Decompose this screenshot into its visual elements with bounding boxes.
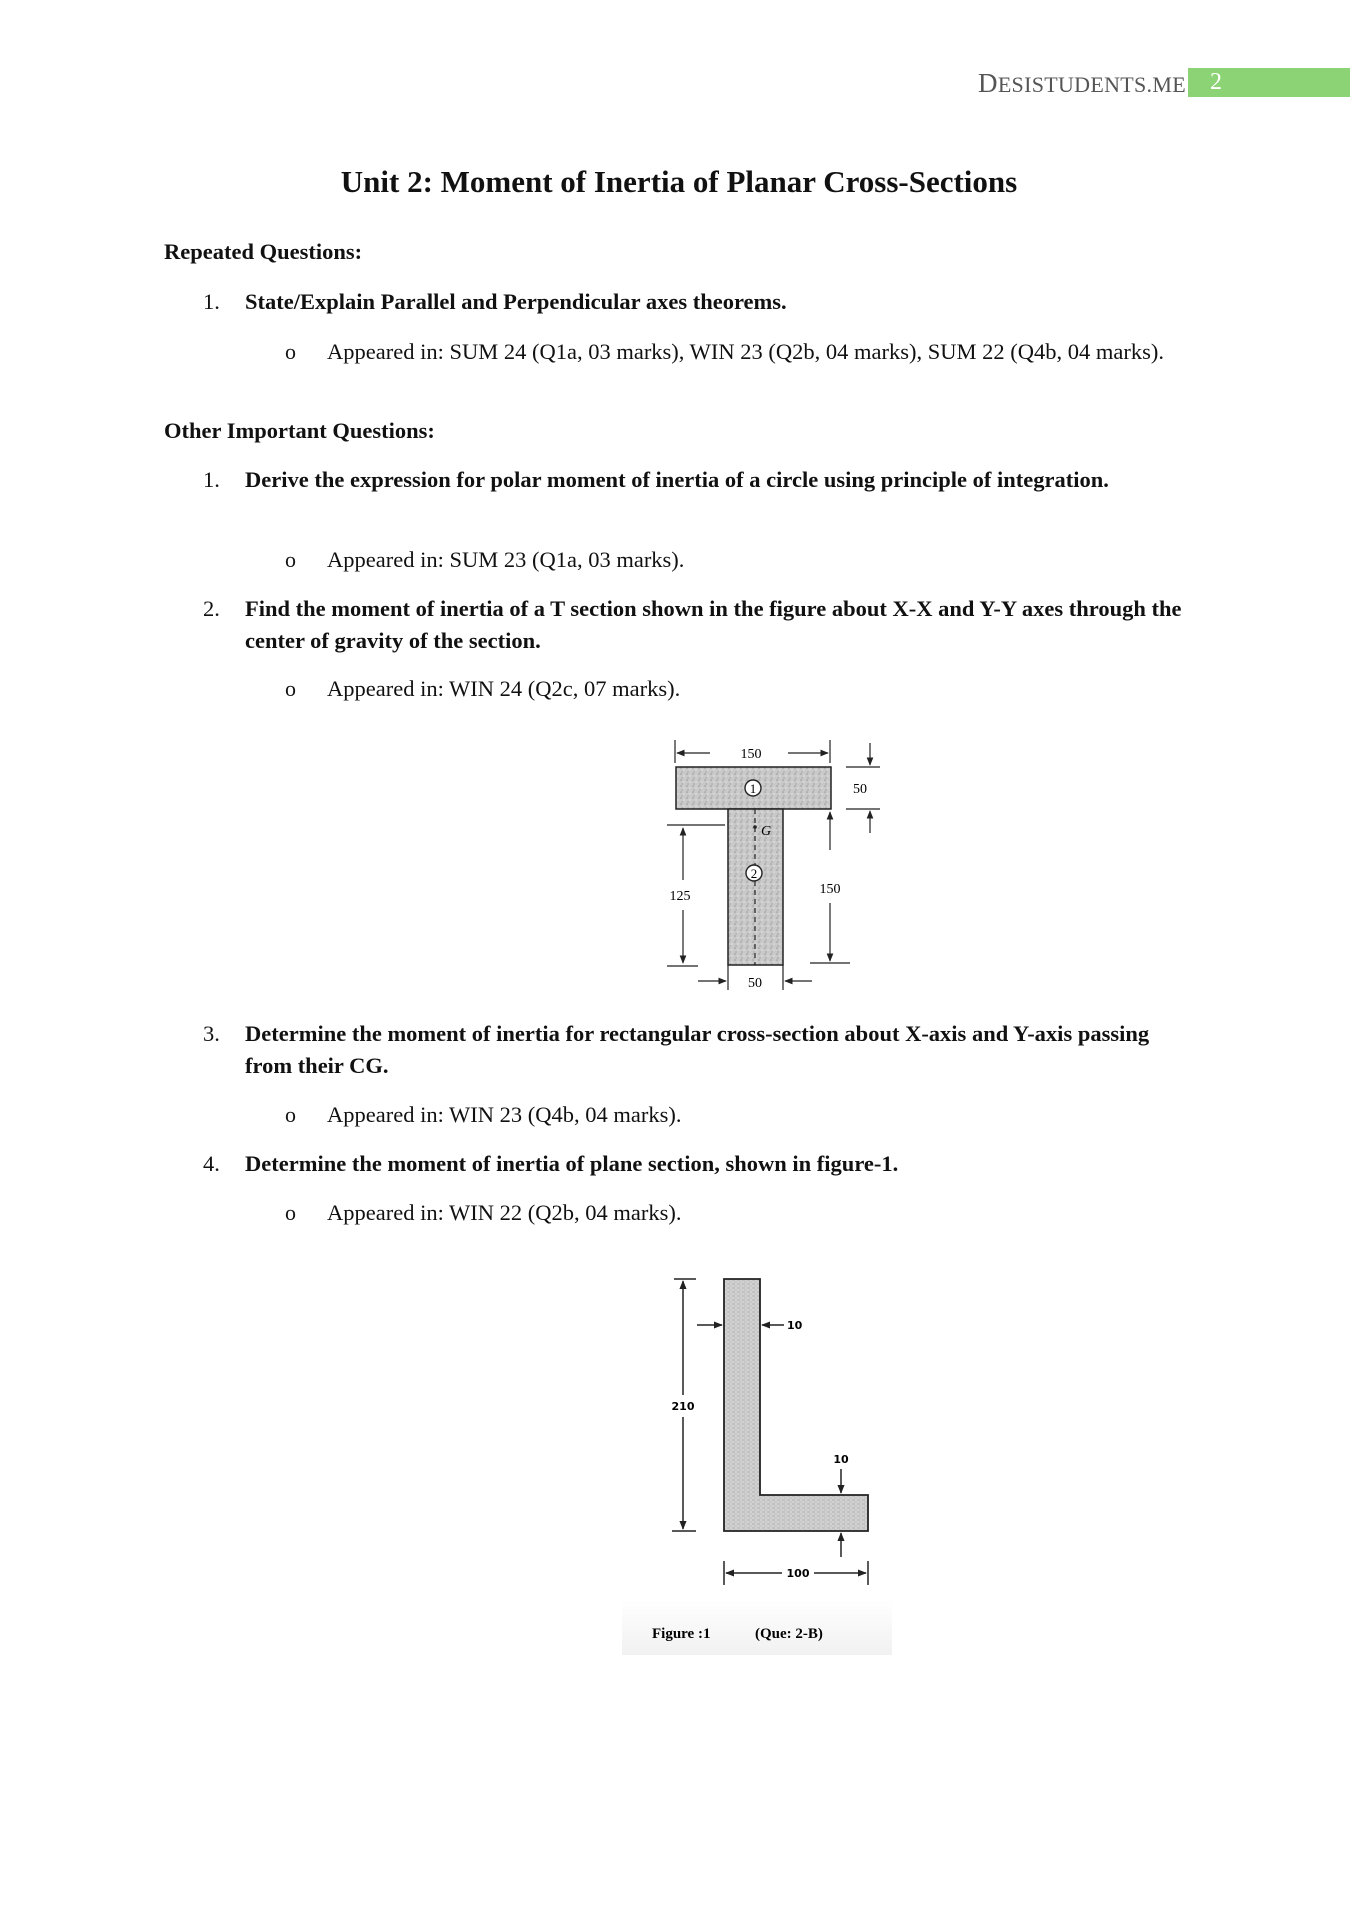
bullet-marker: o	[285, 1102, 296, 1127]
cg-distance-label: 125	[669, 889, 691, 904]
bullet-marker: o	[285, 339, 296, 364]
l-shape	[724, 1279, 868, 1531]
question-text: State/Explain Parallel and Perpendicular axes theorems.	[245, 289, 787, 314]
appeared-in-text: Appeared in: WIN 22 (Q2b, 04 marks).	[327, 1200, 682, 1225]
appeared-in-text: Appeared in: SUM 23 (Q1a, 03 marks).	[327, 547, 685, 572]
flange-width-label: 150	[740, 747, 762, 762]
page-number-box	[1188, 68, 1350, 97]
l-height-label: 210	[671, 1400, 695, 1413]
question-number: 3.	[203, 1021, 220, 1046]
bullet-marker: o	[285, 547, 296, 572]
site-name	[978, 68, 1186, 100]
appeared-in-text: Appeared in: WIN 24 (Q2c, 07 marks).	[327, 676, 681, 701]
question-number: 1.	[203, 289, 220, 314]
figure-caption-label: Figure :1	[652, 1626, 711, 1642]
cg-label: G	[761, 824, 772, 839]
question-number: 2.	[203, 596, 220, 621]
appeared-in-text: Appeared in: SUM 24 (Q1a, 03 marks), WIN 23 (Q2b, 04 marks), SUM 22 (Q4b, 04 marks).	[327, 339, 1164, 364]
bullet-marker: o	[285, 1200, 296, 1225]
question-text: Find the moment of inertia of a T section shown in the figure about X-X and Y-Y axes through the center of gravity of the section.	[245, 596, 1182, 653]
page-title: Unit 2: Moment of Inertia of Planar Cross-Sections	[340, 164, 1018, 199]
question-number: 1.	[203, 467, 220, 492]
t-section-figure	[650, 725, 900, 1000]
question-text: Determine the moment of inertia of plane section, shown in figure-1.	[245, 1151, 899, 1176]
question-text: Determine the moment of inertia for rectangular cross-section about X-axis and Y-axis passing from their CG.	[245, 1021, 1150, 1078]
web-width-label: 50	[748, 976, 762, 991]
l-width-label: 100	[786, 1567, 810, 1580]
repeated-questions-heading: Repeated Questions:	[164, 239, 363, 264]
horizontal-thickness-label: 10	[833, 1453, 849, 1466]
appeared-in-text: Appeared in: WIN 23 (Q4b, 04 marks).	[327, 1102, 682, 1127]
question-number: 4.	[203, 1151, 220, 1176]
figure-caption-question: (Que: 2-B)	[755, 1626, 823, 1642]
site-name-initial: D	[978, 68, 998, 98]
page-number: 2	[1210, 69, 1222, 95]
l-section-figure	[622, 1255, 902, 1667]
bullet-marker: o	[285, 676, 296, 701]
vertical-thickness-label: 10	[787, 1319, 803, 1332]
part-2-label: 2	[750, 866, 758, 881]
part-1-label: 1	[749, 781, 757, 796]
cg-point	[753, 825, 757, 829]
other-questions-heading: Other Important Questions:	[164, 418, 435, 443]
question-text: Derive the expression for polar moment of inertia of a circle using principle of integration.	[245, 467, 1109, 492]
web-height-label: 150	[819, 882, 841, 897]
t-web	[728, 809, 783, 965]
site-name-rest: ESISTUDENTS.ME	[997, 72, 1186, 97]
flange-depth-label: 50	[853, 782, 867, 797]
